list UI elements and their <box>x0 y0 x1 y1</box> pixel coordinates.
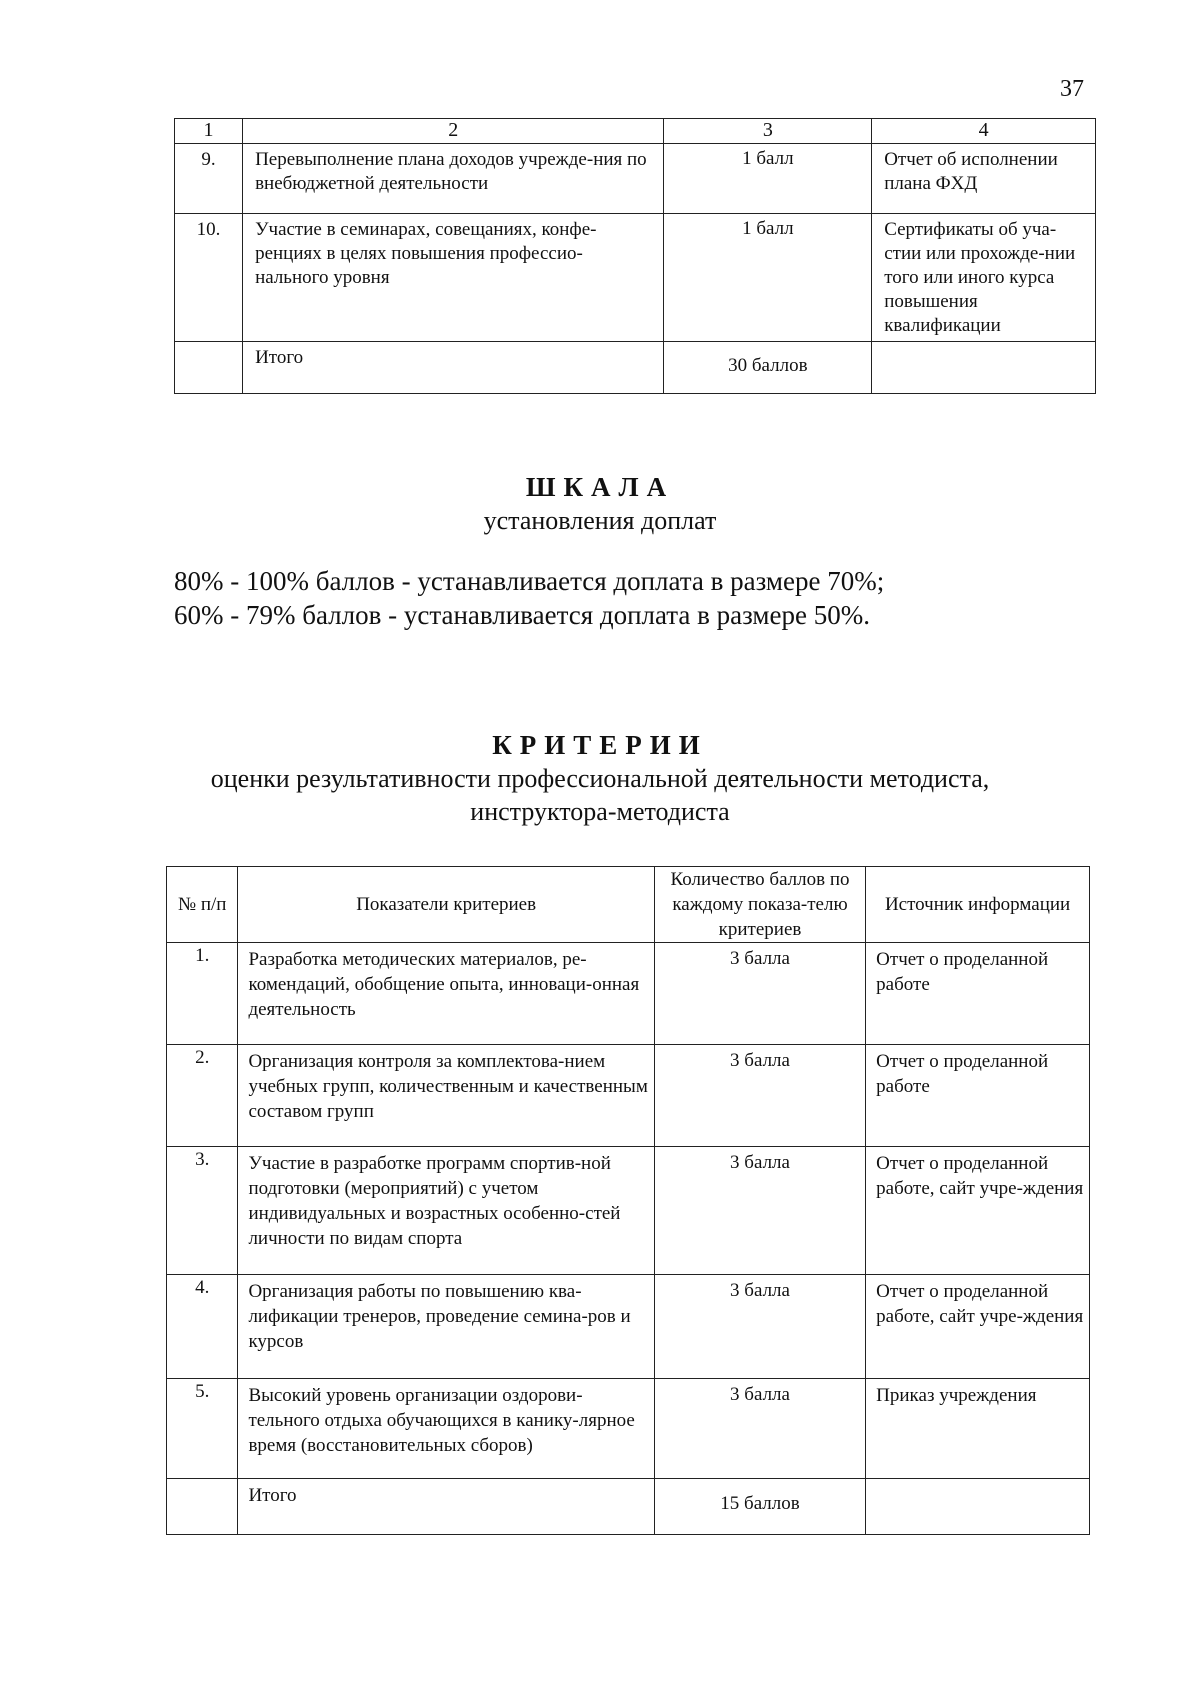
table-row <box>167 943 1090 1045</box>
row-indicator: Организация работы по повышению ква-лификации тренеров, проведение семина-ров и курсов <box>238 1275 654 1379</box>
row-number: 9. <box>175 144 243 214</box>
scale-title: ШКАЛА <box>525 472 675 502</box>
table-row <box>175 214 1096 342</box>
row-source: Отчет о проделанной работе <box>866 1045 1090 1147</box>
page-number: 37 <box>1060 76 1084 102</box>
header-points: Количество баллов по каждому показа-телю критериев <box>654 867 865 943</box>
row-indicator: Перевыполнение плана доходов учрежде-ния по внебюджетной деятельности <box>243 144 664 214</box>
row-source: Приказ учреждения <box>866 1379 1090 1479</box>
header-col-3: 3 <box>664 119 872 144</box>
row-indicator: Участие в семинарах, совещаниях, конфе-ренциях в целях повышения профессио-нального уровня <box>243 214 664 342</box>
table-row <box>167 1147 1090 1275</box>
total-points: 30 баллов <box>664 342 872 394</box>
criteria-title: КРИТЕРИИ <box>492 730 708 760</box>
header-col-1: 1 <box>175 119 243 144</box>
row-number: 2. <box>167 1045 238 1147</box>
row-points: 3 балла <box>654 1275 865 1379</box>
row-source: Сертификаты об уча-стии или прохожде-нии того или иного курса повышения квалификации <box>872 214 1096 342</box>
row-indicator: Высокий уровень организации оздорови-тельного отдыха обучающихся в канику-лярное время (восстановительных сборов) <box>238 1379 654 1479</box>
header-source: Источник информации <box>866 867 1090 943</box>
row-number: 5. <box>167 1379 238 1479</box>
criteria-subtitle: оценки результативности профессиональной деятельности методиста, <box>210 764 990 793</box>
header-indicator: Показатели критериев <box>238 867 654 943</box>
row-points: 1 балл <box>664 214 872 342</box>
row-source: Отчет об исполнении плана ФХД <box>872 144 1096 214</box>
table-row <box>175 144 1096 214</box>
header-col-4: 4 <box>872 119 1096 144</box>
scale-line: 80% - 100% баллов - устанавливается доплата в размере 70%; <box>174 566 885 596</box>
total-empty-cell <box>167 1479 238 1535</box>
total-empty-cell <box>872 342 1096 394</box>
total-row <box>167 1479 1090 1535</box>
row-source: Отчет о проделанной работе <box>866 943 1090 1045</box>
scale-subtitle: установления доплат <box>483 506 717 535</box>
total-empty-cell <box>175 342 243 394</box>
table-header-row <box>167 867 1090 943</box>
row-indicator: Разработка методических материалов, ре-комендаций, обобщение опыта, инноваци-онная деятельность <box>238 943 654 1045</box>
table-header-row <box>175 119 1096 144</box>
header-col-2: 2 <box>243 119 664 144</box>
row-indicator: Участие в разработке программ спортив-ной подготовки (мероприятий) с учетом индивидуальных и возрастных особенно-стей личности по видам спорта <box>238 1147 654 1275</box>
total-row <box>175 342 1096 394</box>
total-points: 15 баллов <box>654 1479 865 1535</box>
table-row <box>167 1275 1090 1379</box>
top-table <box>174 118 1096 394</box>
row-points: 3 балла <box>654 943 865 1045</box>
scale-line: 60% - 79% баллов - устанавливается доплата в размере 50%. <box>174 600 870 630</box>
total-label: Итого <box>243 342 664 394</box>
row-number: 10. <box>175 214 243 342</box>
total-label: Итого <box>238 1479 654 1535</box>
row-number: 4. <box>167 1275 238 1379</box>
row-points: 3 балла <box>654 1379 865 1479</box>
row-number: 3. <box>167 1147 238 1275</box>
row-source: Отчет о проделанной работе, сайт учре-ждения <box>866 1275 1090 1379</box>
row-number: 1. <box>167 943 238 1045</box>
row-points: 3 балла <box>654 1045 865 1147</box>
row-indicator: Организация контроля за комплектова-нием учебных групп, количественным и качественным составом групп <box>238 1045 654 1147</box>
table-row <box>167 1045 1090 1147</box>
total-empty-cell <box>866 1479 1090 1535</box>
criteria-table <box>166 866 1090 1535</box>
table-row <box>167 1379 1090 1479</box>
criteria-subtitle: инструктора-методиста <box>470 797 730 826</box>
row-points: 1 балл <box>664 144 872 214</box>
row-points: 3 балла <box>654 1147 865 1275</box>
row-source: Отчет о проделанной работе, сайт учре-ждения <box>866 1147 1090 1275</box>
header-number: № п/п <box>167 867 238 943</box>
